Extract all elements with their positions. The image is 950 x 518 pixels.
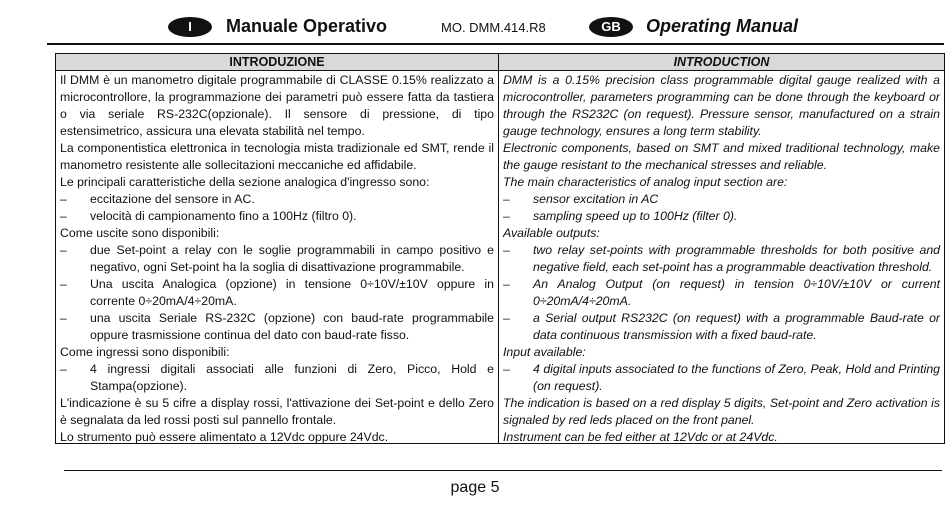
list-item: – a Serial output RS232C (on request) with a programmable Baud-rate or data continuous transmission with a fixed baud-rate.	[503, 311, 940, 342]
paragraph: DMM is a 0.15% precision class programmable digital gauge realized with a microcontroller, parameters programming can be done through the keyboard or through the RS232C (on request). Pressure sensor, manufactured on a strain gauge technology, ensures a long term stability.	[503, 73, 940, 138]
list-marker: –	[60, 243, 67, 257]
header-divider	[47, 43, 944, 45]
document-code: MO. DMM.414.R8	[441, 20, 546, 35]
english-column	[499, 54, 944, 443]
list-marker: –	[60, 209, 67, 223]
footer-divider	[64, 470, 942, 471]
list-item: – 4 ingressi digitali associati alle funzioni di Zero, Picco, Hold e Stampa(opzione).	[60, 362, 494, 393]
list-marker: –	[503, 209, 510, 223]
list-item: – una uscita Seriale RS-232C (opzione) con baud-rate programmabile oppure trasmissione continua del dato con baud-rate fisso.	[60, 311, 494, 342]
paragraph: Input available:	[503, 345, 586, 359]
english-language-badge: GB	[589, 17, 633, 37]
list-item: – An Analog Output (on request) in tension 0÷10V/±10V or current 0÷20mA/4÷20mA.	[503, 277, 940, 308]
list-marker: –	[503, 192, 510, 206]
bilingual-table	[55, 53, 945, 444]
page-number: page 5	[450, 479, 500, 496]
italian-body	[56, 71, 498, 446]
list-item: – two relay set-points with programmable thresholds for both positive and negative field, each set-point has a programmable deactivation threshold.	[503, 243, 940, 274]
paragraph: L'indicazione è su 5 cifre a display rossi, l'attivazione dei Set-point e dello Zero è segnalata da led rossi posti sul pannello frontale.	[60, 396, 494, 427]
list-marker: –	[60, 362, 67, 376]
paragraph: The main characteristics of analog input section are:	[503, 175, 788, 189]
list-marker: –	[503, 277, 510, 291]
italian-manual-title: Manuale Operativo	[226, 16, 388, 36]
english-manual-title: Operating Manual	[646, 16, 799, 36]
paragraph: Available outputs:	[503, 226, 600, 240]
list-item: – Una uscita Analogica (opzione) in tensione 0÷10V/±10V oppure in corrente 0÷20mA/4÷20mA.	[60, 277, 494, 308]
paragraph: The indication is based on a red display 5 digits, Set-point and Zero activation is signaled by red leds placed on the front panel.	[503, 396, 940, 427]
list-marker: –	[60, 311, 67, 325]
list-item: – sensor excitation in AC	[503, 192, 659, 206]
paragraph: Electronic components, based on SMT and mixed traditional technology, make the gauge resistant to the mechanical stresses and reliable.	[503, 141, 940, 172]
paragraph: Instrument can be fed either at 12Vdc or at 24Vdc.	[503, 430, 778, 444]
paragraph: Il DMM è un manometro digitale programmabile di CLASSE 0.15% realizzato a microcontrollore, la programmazione dei parametri può essere fatta da tastiera o via seriale RS-232C(opzionale). Il sensore di pressione, di tipo estensimetrico, assicura una elevata stabilità nel tempo.	[60, 73, 494, 138]
list-item: – sampling speed up to 100Hz (filter 0).	[503, 209, 738, 223]
list-marker: –	[503, 311, 510, 325]
list-item: – eccitazione del sensore in AC.	[60, 192, 255, 206]
list-item: – velocità di campionamento fino a 100Hz (filtro 0).	[60, 209, 357, 223]
list-marker: –	[60, 277, 67, 291]
paragraph: Come ingressi sono disponibili:	[60, 345, 230, 359]
page-header	[0, 0, 950, 44]
english-body	[499, 71, 944, 446]
paragraph: Le principali caratteristiche della sezione analogica d'ingresso sono:	[60, 175, 430, 189]
list-marker: –	[60, 192, 67, 206]
paragraph: Come uscite sono disponibili:	[60, 226, 220, 240]
list-item: – 4 digital inputs associated to the functions of Zero, Peak, Hold and Printing (on request).	[503, 362, 940, 393]
paragraph: La componentistica elettronica in tecnologia mista tradizionale ed SMT, rende il manometro resistente alle sollecitazioni meccaniche ed affidabile.	[60, 141, 494, 172]
italian-language-badge: I	[168, 17, 212, 37]
italian-column	[56, 54, 499, 443]
paragraph: Lo strumento può essere alimentato a 12Vdc oppure 24Vdc.	[60, 430, 389, 444]
list-marker: –	[503, 362, 510, 376]
list-marker: –	[503, 243, 510, 257]
italian-heading: INTRODUZIONE	[56, 54, 498, 71]
english-heading: INTRODUCTION	[499, 54, 944, 71]
list-item: – due Set-point a relay con le soglie programmabili in campo positivo e negativo, ogni Set-point ha la soglia di disattivazione programmabile.	[60, 243, 494, 274]
